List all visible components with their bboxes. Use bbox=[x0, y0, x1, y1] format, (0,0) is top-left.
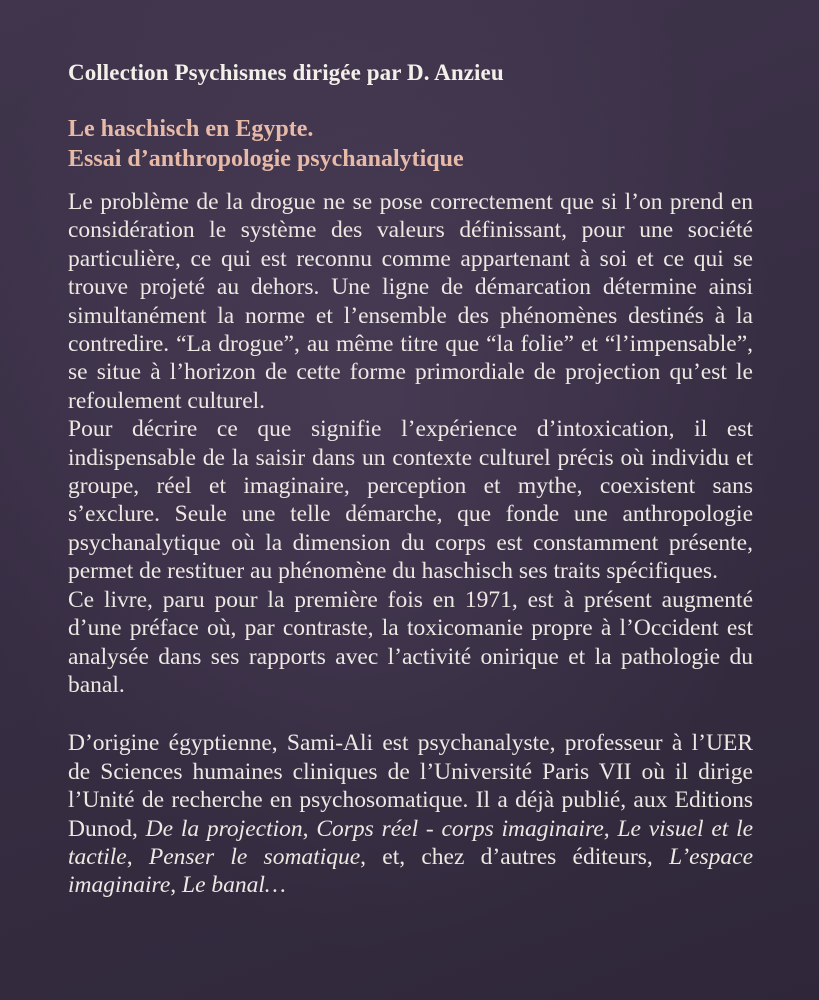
book-reference: Corps réel - corps imaginaire bbox=[316, 815, 604, 842]
book-title bbox=[68, 114, 753, 174]
description-paragraph-3: Ce livre, paru pour la première fois en 1971, est à présent augmenté d’une préface où, par contraste, la toxicomanie propre à l’Occident est analysée dans ses rapports avec l’activité onirique et la pathologie du banal. bbox=[68, 586, 753, 698]
author-bio-paragraph: D’origine égyptienne, Sami-Ali est psychanalyste, professeur à l’UER de Sciences humaines cliniques de l’Université Paris VII où il dirige l’Unité de recherche en psychosomatique. Il a déjà publié, aux Editions Dunod, De la projection, Corps réel - corps imaginaire, Le visuel et le tactile, Penser le somatique, et, chez d’autres éditeurs, L’espace imaginaire, Le banal… bbox=[68, 730, 754, 899]
description-paragraph-1: Le problème de la drogue ne se pose correctement que si l’on prend en considération le système des valeurs définissant, pour une société particulière, ce qui est reconnu comme appartenant à soi et ce qui se trouve projeté au dehors. Une ligne de démarcation détermine ainsi simultanément la norme et l’ensemble des phénomènes destinés à la contredire. “La drogue”, au même titre que “la folie” et “l’impensable”, se situe à l’horizon de cette forme primordiale de projection qu’est le refoulement culturel. bbox=[68, 189, 753, 414]
book-reference: Le visuel et le tactile bbox=[68, 815, 754, 870]
collection-heading: Collection Psychismes dirigée par D. Anzieu bbox=[68, 60, 504, 85]
description-paragraph-2: Pour décrire ce que signifie l’expérience d’intoxication, il est indispensable de la saisir dans un contexte culturel précis où individu et groupe, réel et imaginaire, perception et mythe, coexistent sans s’exclure. Seule une telle démarche, que fonde une anthropologie psychanalytique où la dimension du corps est constamment présente, permet de restituer au phénomène du haschisch ses traits spécifiques. bbox=[68, 416, 753, 585]
book-title-line-2: Essai d’anthropologie psychanalytique bbox=[68, 146, 464, 172]
book-reference: L’espace imaginaire bbox=[68, 843, 754, 899]
cover-text-block bbox=[68, 58, 753, 900]
book-reference: Le banal… bbox=[182, 872, 286, 899]
book-title-line-1: Le haschisch en Egypte. bbox=[68, 116, 314, 142]
book-reference: De la projection bbox=[145, 815, 303, 842]
author-bio-text: D’origine égyptienne, Sami-Ali est psychanalyste, professeur à l’UER de Sciences humaines cliniques de l’Université Paris VII où il dirige l’Unité de recherche en psychosomatique. Il a déjà publié, aux Editions Dunod, bbox=[68, 730, 753, 842]
book-reference: Penser le somatique bbox=[148, 843, 361, 870]
